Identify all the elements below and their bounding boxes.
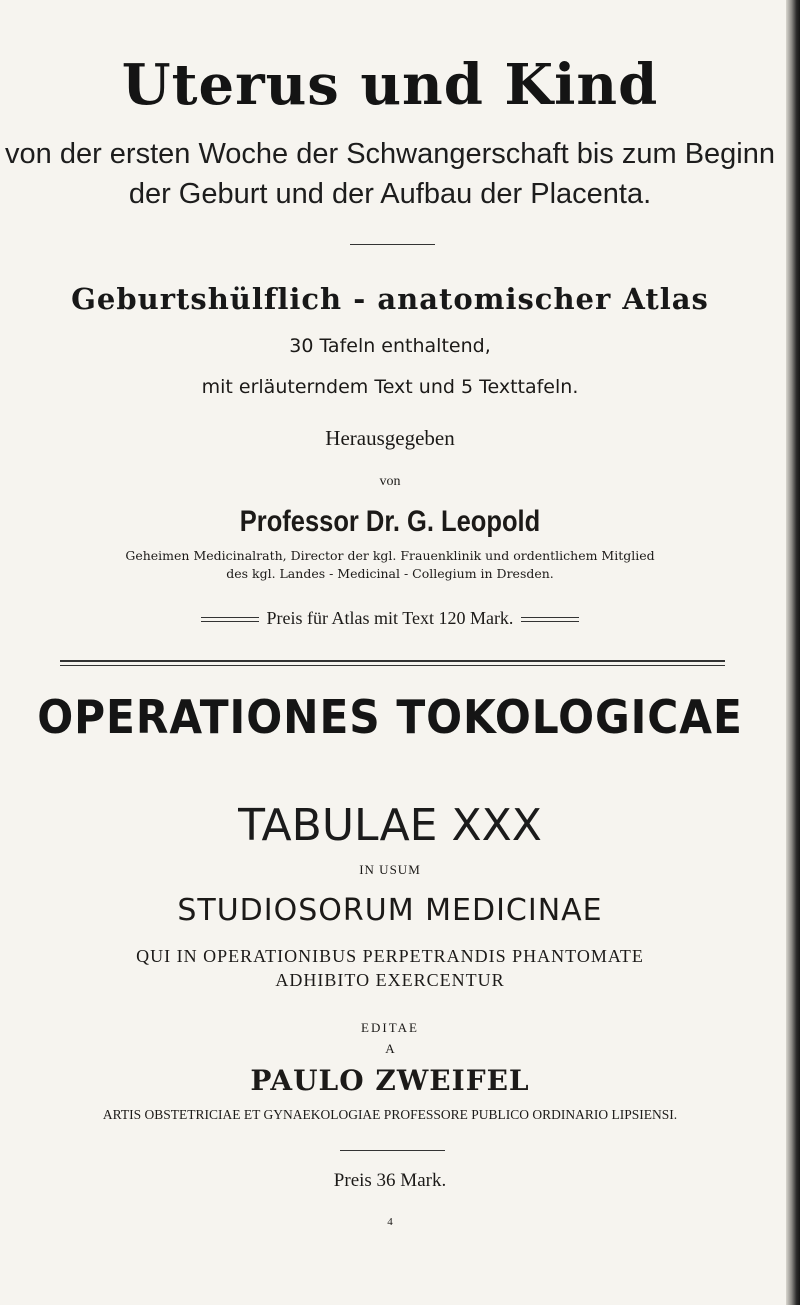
operationes-a: A [385, 1041, 395, 1056]
operationes-qui-line-2: ADHIBITO EXERCENTUR [275, 970, 505, 990]
operationes-author-desc: ARTIS OBSTETRICIAE ET GYNAEKOLOGIAE PROFESSORE PUBLICO ORDINARIO LIPSIENSI. [102, 1107, 678, 1122]
book-title: Uterus und Kind [121, 52, 659, 118]
atlas-title: Geburtshülflich - anatomischer Atlas [71, 282, 709, 316]
atlas-author: Professor Dr. G. Leopold [239, 505, 541, 538]
atlas-text-note: mit erläuterndem Text und 5 Texttafeln. [201, 376, 579, 398]
page-mark: 4 [387, 1216, 393, 1228]
operationes-author: PAULO ZWEIFEL [250, 1064, 530, 1097]
short-divider [350, 244, 435, 245]
atlas-price: Preis für Atlas mit Text 120 Mark. [266, 608, 514, 628]
section-divider-thin [60, 665, 725, 666]
operationes-title: OPERATIONES TOKOLOGICAE [37, 690, 743, 744]
operationes-tabulae: TABULAE XXX [238, 800, 542, 851]
double-rule-right [521, 617, 579, 622]
operationes-in-usum: IN USUM [359, 862, 421, 877]
short-divider-bottom [340, 1150, 445, 1151]
section-divider-thick [60, 660, 725, 662]
page-edge-shadow [786, 0, 800, 1305]
book-subtitle-line-1: von der ersten Woche der Schwangerschaft bis zum Beginn [5, 138, 775, 170]
atlas-von: von [379, 474, 401, 489]
operationes-editae: EDITAE [361, 1020, 419, 1035]
atlas-author-desc-2: des kgl. Landes - Medicinal - Collegium in Dresden. [226, 566, 554, 581]
book-subtitle-line-2: der Geburt und der Aufbau der Placenta. [128, 178, 652, 210]
atlas-herausgegeben: Herausgegeben [325, 426, 455, 450]
atlas-author-desc-1: Geheimen Medicinalrath, Director der kgl. Frauenklinik und ordentlichem Mitglied [125, 548, 655, 563]
double-rule-left [201, 617, 259, 622]
atlas-price-line [0, 608, 780, 629]
operationes-studiosorum: STUDIOSORUM MEDICINAE [177, 893, 603, 928]
operationes-qui-line-1: QUI IN OPERATIONIBUS PERPETRANDIS PHANTOMATE [136, 946, 644, 966]
atlas-tafeln: 30 Tafeln enthaltend, [289, 335, 491, 357]
operationes-price: Preis 36 Mark. [333, 1170, 447, 1191]
